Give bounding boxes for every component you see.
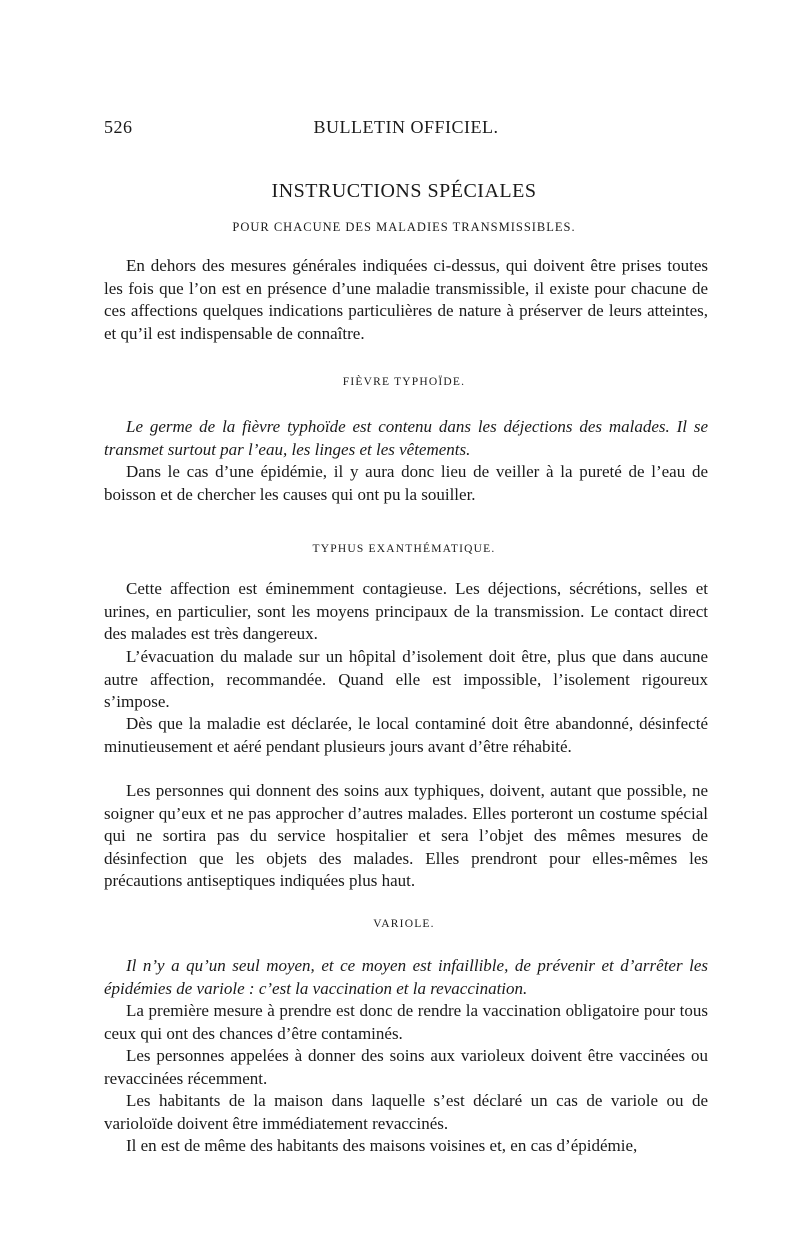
section-heading-fievre-typhoide: FIÈVRE TYPHOÏDE. bbox=[342, 376, 466, 388]
italic-lead-fievre-typhoide: Le germe de la fièvre typhoïde est contenu dans les déjections des malades. Il se transmet surtout par l’eau, les linges et les vêtements. bbox=[104, 417, 708, 459]
running-title: BULLETIN OFFICIEL. bbox=[313, 117, 499, 137]
section-heading-variole: VARIOLE. bbox=[373, 918, 435, 930]
paragraph-variole-4: Il en est de même des habitants des maisons voisines et, en cas d’épidémie, bbox=[126, 1136, 638, 1155]
paragraph-typhus-2: L’évacuation du malade sur un hôpital d’isolement doit être, plus que dans aucune autre affection, recommandée. Quand elle est impossible, l’isolement rigoureux s’impose. bbox=[104, 647, 708, 712]
running-header bbox=[104, 117, 708, 143]
section-heading-typhus: TYPHUS EXANTHÉMATIQUE. bbox=[312, 543, 496, 555]
document-subtitle: POUR CHACUNE DES MALADIES TRANSMISSIBLES. bbox=[232, 220, 576, 234]
intro-paragraph: En dehors des mesures générales indiquées ci-dessus, qui doivent être prises toutes les fois que l’on est en présence d’une maladie transmissible, il existe pour chacune de ces affections quelques indications particulières de nature à préserver de leurs atteintes, et qu’il est indispensable de connaître. bbox=[104, 256, 708, 343]
paragraph-typhus-4: Les personnes qui donnent des soins aux typhiques, doivent, autant que possible, ne soigner qu’eux et ne pas approcher d’autres malades. Elles porteront un costume spécial qui ne sortira pas du service hospitalier et sera l’objet des mêmes mesures de désinfection que les objets des malades. Elles prendront pour elles-mêmes les précautions antiseptiques indiquées plus haut. bbox=[104, 781, 708, 891]
paragraph-fievre-typhoide-1: Dans le cas d’une épidémie, il y aura donc lieu de veiller à la pureté de l’eau de boisson et de chercher les causes qui ont pu la souiller. bbox=[104, 462, 708, 504]
paragraph-variole-1: La première mesure à prendre est donc de rendre la vaccination obligatoire pour tous ceux qui ont des chances d’être contaminés. bbox=[104, 1001, 708, 1043]
paragraph-variole-2: Les personnes appelées à donner des soins aux varioleux doivent être vaccinées ou revaccinées récemment. bbox=[104, 1046, 708, 1088]
italic-lead-variole: Il n’y a qu’un seul moyen, et ce moyen est infaillible, de prévenir et d’arrêter les épidémies de variole : c’est la vaccination et la revaccination. bbox=[104, 956, 708, 998]
paragraph-typhus-1: Cette affection est éminemment contagieuse. Les déjections, sécrétions, selles et urines, en particulier, sont les moyens principaux de la transmission. Le contact direct des malades est très dangereux. bbox=[104, 579, 708, 644]
paragraph-typhus-3: Dès que la maladie est déclarée, le local contaminé doit être abandonné, désinfecté minutieusement et aéré pendant plusieurs jours avant d’être réhabité. bbox=[104, 714, 708, 756]
page-number: 526 bbox=[104, 117, 133, 137]
document-title: INSTRUCTIONS SPÉCIALES bbox=[271, 180, 537, 202]
paragraph-variole-3: Les habitants de la maison dans laquelle s’est déclaré un cas de variole ou de varioloïde doivent être immédiatement revaccinés. bbox=[104, 1091, 708, 1133]
